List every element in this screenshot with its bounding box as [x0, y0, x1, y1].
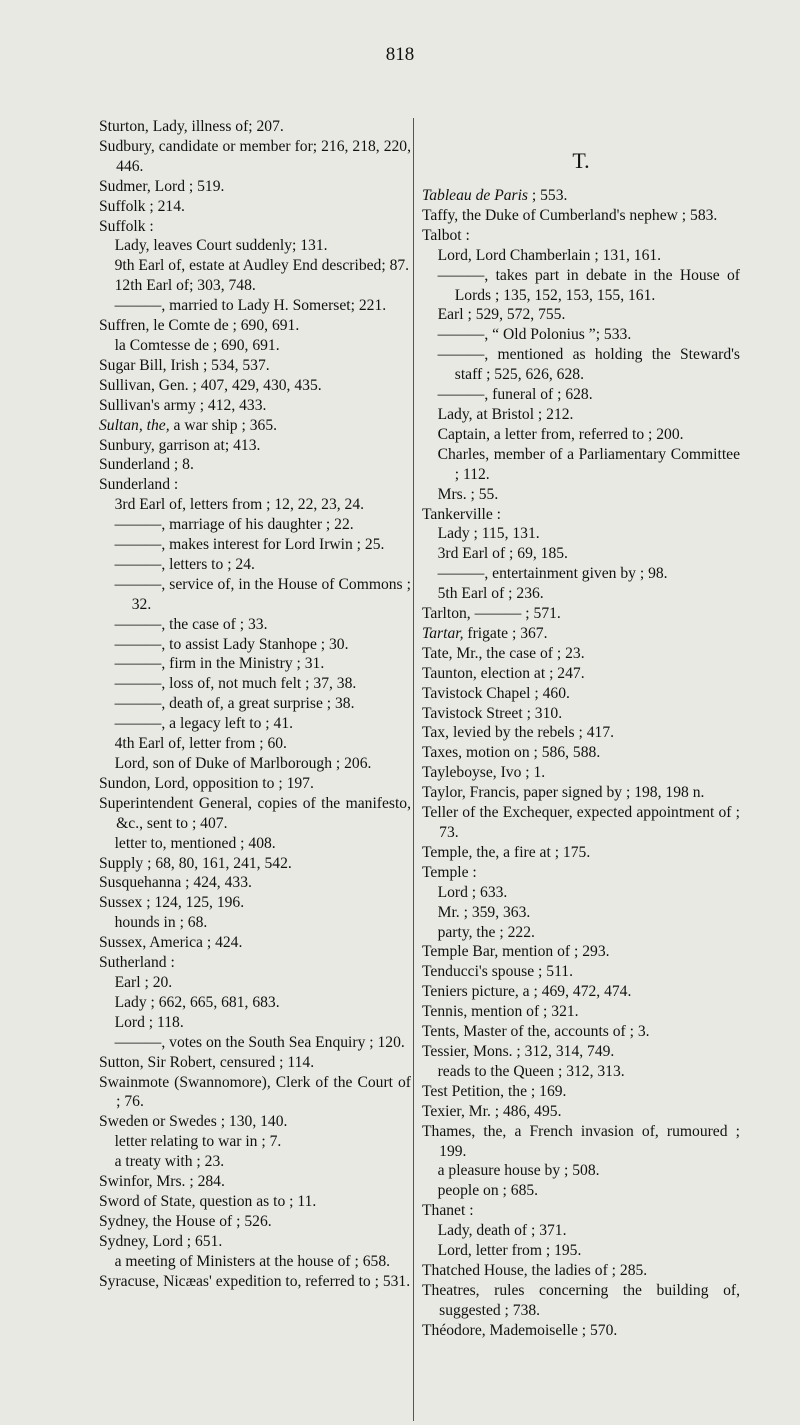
entry-text: Sudmer, Lord ; 519.: [99, 177, 225, 195]
index-column-left: [99, 117, 411, 1291]
index-subentry: [422, 1181, 740, 1201]
index-subentry: [99, 615, 411, 635]
entry-text: Temple Bar, mention of ; 293.: [422, 943, 610, 961]
entry-text: Sullivan, Gen. ; 407, 429, 430, 435.: [99, 376, 322, 394]
entry-text: ———, funeral of ; 628.: [437, 386, 593, 404]
entry-text: Tessier, Mons. ; 312, 314, 749.: [422, 1042, 615, 1060]
entry-text: Susquehanna ; 424, 433.: [99, 874, 252, 892]
entry-text: 12th Earl of; 303, 748.: [114, 277, 256, 295]
entry-text: ———, firm in the Ministry ; 31.: [114, 655, 325, 673]
entry-text: Swainmote (Swannomore), Clerk of the Court of ; 76.: [99, 1073, 411, 1111]
entry-text: hounds in ; 68.: [114, 914, 208, 932]
entry-text: Lord ; 118.: [114, 1013, 184, 1031]
index-entry: [99, 455, 411, 475]
entry-text: Texier, Mr. ; 486, 495.: [422, 1102, 562, 1120]
index-subentry: [99, 694, 411, 714]
entry-text: Taffy, the Duke of Cumberland's nephew ; 583.: [422, 206, 718, 224]
entry-text: Sundon, Lord, opposition to ; 197.: [99, 774, 314, 792]
index-subentry: [99, 973, 411, 993]
entry-text: Sutherland :: [99, 954, 175, 972]
entry-text: ———, death of, a great surprise ; 38.: [114, 695, 355, 713]
entry-italic-title: Tartar,: [422, 624, 464, 642]
index-entry: [99, 356, 411, 376]
index-entry: [422, 1122, 740, 1162]
entry-text: party, the ; 222.: [437, 923, 535, 941]
entry-text: Lord, Lord Chamberlain ; 131, 161.: [437, 246, 662, 264]
index-entry: [422, 1042, 740, 1062]
index-entry: [99, 953, 411, 973]
index-entry: [422, 1102, 740, 1122]
index-subentry: [99, 834, 411, 854]
index-entry: [422, 962, 740, 982]
entry-text: ———, letters to ; 24.: [114, 555, 255, 573]
index-entry: [422, 604, 740, 624]
entry-text: Tents, Master of the, accounts of ; 3.: [422, 1023, 650, 1041]
index-subentry: [422, 385, 740, 405]
index-entry: [99, 1112, 411, 1132]
entry-text: Tennis, mention of ; 321.: [422, 1003, 579, 1021]
index-entry: [422, 843, 740, 863]
entry-text: Teller of the Exchequer, expected appointment of ; 73.: [422, 804, 740, 841]
entry-text: a pleasure house by ; 508.: [437, 1162, 600, 1180]
entry-text: Sword of State, question as to ; 11.: [99, 1192, 317, 1210]
entry-text: Tax, levied by the rebels ; 417.: [422, 724, 615, 742]
index-column-right: [422, 186, 740, 1341]
entry-text: Tavistock Chapel ; 460.: [422, 684, 570, 702]
entry-text: ———, loss of, not much felt ; 37, 38.: [114, 675, 357, 693]
entry-text: Théodore, Mademoiselle ; 570.: [422, 1321, 618, 1339]
index-entry: [422, 863, 740, 883]
index-subentry: [99, 535, 411, 555]
entry-text: Sturton, Lady, illness of; 207.: [99, 118, 284, 135]
entry-text: Charles, member of a Parliamentary Committee ; 112.: [437, 445, 740, 483]
index-entry: [99, 436, 411, 456]
entry-text: Tayleboyse, Ivo ; 1.: [422, 764, 546, 782]
entry-text: Sydney, Lord ; 651.: [99, 1232, 223, 1250]
entry-text: Syracuse, Nicæas' expedition to, referred to ; 531.: [99, 1272, 411, 1290]
entry-text: Tankerville :: [422, 505, 502, 523]
entry-text: Sweden or Swedes ; 130, 140.: [99, 1113, 288, 1131]
entry-text: Lady ; 662, 665, 681, 683.: [114, 993, 280, 1011]
index-entry: [422, 803, 740, 843]
index-subentry: [99, 635, 411, 655]
index-subentry: [422, 584, 740, 604]
entry-text: Lord ; 633.: [437, 883, 508, 901]
index-entry: [99, 1212, 411, 1232]
index-subentry: [422, 903, 740, 923]
index-entry: [99, 1232, 411, 1252]
index-entry: [99, 137, 411, 177]
index-entry: [99, 893, 411, 913]
index-entry: [99, 794, 411, 834]
entry-text: a treaty with ; 23.: [114, 1153, 225, 1171]
index-entry: [422, 684, 740, 704]
entry-text: ———, service of, in the House of Commons ; 32.: [114, 575, 411, 613]
index-entry: [422, 505, 740, 525]
index-entry: [99, 177, 411, 197]
entry-text: Theatres, rules concerning the building of, suggested ; 738.: [422, 1281, 740, 1319]
index-subentry: [422, 1221, 740, 1241]
entry-text: ———, entertainment given by ; 98.: [437, 565, 668, 583]
entry-text: 5th Earl of ; 236.: [437, 585, 544, 603]
entry-text: Thames, the, a French invasion of, rumoured ; 199.: [422, 1122, 740, 1160]
index-subentry: [99, 654, 411, 674]
entry-text: la Comtesse de ; 690, 691.: [114, 336, 280, 354]
entry-text: reads to the Queen ; 312, 313.: [437, 1062, 625, 1080]
entry-text: ———, to assist Lady Stanhope ; 30.: [114, 635, 349, 653]
entry-text: Taylor, Francis, paper signed by ; 198, 198 n.: [422, 784, 705, 802]
entry-text: Taunton, election at ; 247.: [422, 664, 585, 682]
index-subentry: [99, 734, 411, 754]
index-entry: [422, 1022, 740, 1042]
entry-text: Mrs. ; 55.: [437, 485, 499, 503]
entry-text: Suffren, le Comte de ; 690, 691.: [99, 317, 300, 335]
section-letter-heading: T.: [572, 148, 590, 173]
entry-text: Suffolk ; 214.: [99, 197, 185, 215]
entry-text: people on ; 685.: [437, 1182, 539, 1200]
index-subentry: [422, 425, 740, 445]
index-subentry: [99, 754, 411, 774]
entry-text: Thatched House, the ladies of ; 285.: [422, 1261, 648, 1279]
entry-text: Test Petition, the ; 169.: [422, 1082, 567, 1100]
index-subentry: [99, 296, 411, 316]
index-entry: [99, 1073, 411, 1113]
index-subentry: [422, 544, 740, 564]
entry-text: Swinfor, Mrs. ; 284.: [99, 1173, 225, 1191]
entry-text: Temple, the, a fire at ; 175.: [422, 843, 591, 861]
entry-text: Tarlton, ——— ; 571.: [422, 605, 561, 623]
entry-italic-title: Sultan, the,: [99, 416, 170, 434]
entry-text: letter to, mentioned ; 408.: [114, 834, 276, 852]
entry-text: Sydney, the House of ; 526.: [99, 1212, 272, 1230]
entry-italic-title: Tableau de Paris: [422, 187, 528, 204]
index-entry: [99, 1192, 411, 1212]
index-subentry: [422, 923, 740, 943]
entry-text: Talbot :: [422, 226, 470, 244]
index-entry: [99, 217, 411, 237]
entry-text: a meeting of Ministers at the house of ; 658.: [114, 1252, 391, 1270]
index-subentry: [422, 246, 740, 266]
index-entry: [99, 774, 411, 794]
index-entry: [422, 186, 740, 206]
index-subentry: [99, 495, 411, 515]
index-subentry: [422, 883, 740, 903]
index-subentry: [422, 305, 740, 325]
index-subentry: [99, 1013, 411, 1033]
index-entry: [99, 316, 411, 336]
index-entry: [422, 1321, 740, 1341]
index-subentry: [99, 236, 411, 256]
entry-text: Tate, Mr., the case of ; 23.: [422, 644, 585, 662]
entry-text: Sunderland ; 8.: [99, 456, 194, 474]
index-subentry: [422, 564, 740, 584]
entry-text: Sunbury, garrison at; 413.: [99, 436, 261, 454]
entry-text: a war ship ; 365.: [169, 416, 278, 434]
entry-text: ; 553.: [528, 187, 568, 204]
index-subentry: [99, 1152, 411, 1172]
index-entry: [99, 1053, 411, 1073]
index-subentry: [99, 714, 411, 734]
entry-text: Lady ; 115, 131.: [437, 525, 540, 543]
index-subentry: [99, 256, 411, 276]
entry-text: Lady, at Bristol ; 212.: [437, 405, 574, 423]
index-subentry: [99, 1252, 411, 1272]
index-subentry: [422, 1062, 740, 1082]
entry-text: Earl ; 529, 572, 755.: [437, 306, 566, 324]
index-entry: [99, 396, 411, 416]
index-subentry: [99, 575, 411, 615]
entry-text: Sunderland :: [99, 476, 179, 494]
entry-text: Sullivan's army ; 412, 433.: [99, 396, 267, 414]
entry-text: ———, takes part in debate in the House of Lords ; 135, 152, 153, 155, 161.: [437, 266, 740, 304]
entry-text: 3rd Earl of, letters from ; 12, 22, 23, 24.: [114, 496, 365, 514]
index-entry: [422, 704, 740, 724]
entry-text: Captain, a letter from, referred to ; 200.: [437, 425, 684, 443]
index-subentry: [99, 336, 411, 356]
entry-text: Taxes, motion on ; 586, 588.: [422, 744, 601, 762]
index-entry: [422, 664, 740, 684]
index-subentry: [99, 1033, 411, 1053]
index-subentry: [99, 913, 411, 933]
entry-text: ———, married to Lady H. Somerset; 221.: [114, 297, 387, 315]
index-entry: [99, 873, 411, 893]
entry-text: Sudbury, candidate or member for; 216, 218, 220, 446.: [99, 137, 411, 175]
entry-text: Lady, death of ; 371.: [437, 1222, 567, 1240]
index-entry: [422, 624, 740, 644]
entry-text: Earl ; 20.: [114, 973, 173, 991]
entry-text: Tavistock Street ; 310.: [422, 704, 563, 722]
index-subentry: [422, 325, 740, 345]
index-entry: [99, 1172, 411, 1192]
index-entry: [422, 1082, 740, 1102]
entry-text: Temple :: [422, 863, 477, 881]
index-subentry: [99, 515, 411, 535]
entry-text: ———, votes on the South Sea Enquiry ; 120.: [114, 1033, 405, 1051]
index-entry: [99, 117, 411, 137]
index-entry: [99, 933, 411, 953]
entry-text: Sugar Bill, Irish ; 534, 537.: [99, 356, 270, 374]
index-entry: [422, 644, 740, 664]
index-entry: [422, 1261, 740, 1281]
index-entry: [422, 226, 740, 246]
index-subentry: [422, 266, 740, 306]
index-subentry: [99, 276, 411, 296]
entry-text: Tenducci's spouse ; 511.: [422, 963, 573, 981]
index-subentry: [99, 993, 411, 1013]
column-divider: [413, 118, 414, 1421]
entry-text: Lady, leaves Court suddenly; 131.: [114, 237, 328, 255]
index-entry: [422, 1201, 740, 1221]
index-entry: [99, 416, 411, 436]
entry-text: ———, a legacy left to ; 41.: [114, 715, 294, 733]
index-entry: [99, 475, 411, 495]
entry-text: Thanet :: [422, 1202, 474, 1220]
entry-text: ———, marriage of his daughter ; 22.: [114, 516, 354, 534]
index-subentry: [99, 1132, 411, 1152]
index-entry: [99, 197, 411, 217]
entry-text: 9th Earl of, estate at Audley End described; 87.: [114, 257, 410, 275]
entry-text: ———, the case of ; 33.: [114, 615, 268, 633]
index-entry: [422, 206, 740, 226]
index-entry: [422, 1281, 740, 1321]
index-entry: [99, 1272, 411, 1292]
page-number: 818: [385, 44, 415, 65]
index-subentry: [422, 1161, 740, 1181]
entry-text: ———, makes interest for Lord Irwin ; 25.: [114, 536, 385, 554]
entry-text: Mr. ; 359, 363.: [437, 903, 531, 921]
index-entry: [422, 723, 740, 743]
entry-text: 4th Earl of, letter from ; 60.: [114, 735, 287, 753]
entry-text: Sussex, America ; 424.: [99, 934, 243, 952]
entry-text: Supply ; 68, 80, 161, 241, 542.: [99, 854, 292, 872]
index-subentry: [422, 405, 740, 425]
index-subentry: [422, 524, 740, 544]
index-subentry: [422, 485, 740, 505]
index-entry: [422, 982, 740, 1002]
entry-text: ———, mentioned as holding the Steward's staff ; 525, 626, 628.: [437, 346, 740, 384]
entry-text: Sussex ; 124, 125, 196.: [99, 894, 245, 912]
entry-text: Suffolk :: [99, 217, 154, 235]
index-subentry: [99, 555, 411, 575]
index-entry: [422, 1002, 740, 1022]
entry-text: Sutton, Sir Robert, censured ; 114.: [99, 1053, 315, 1071]
entry-text: 3rd Earl of ; 69, 185.: [437, 545, 568, 563]
index-entry: [99, 854, 411, 874]
index-entry: [422, 783, 740, 803]
index-subentry: [422, 1241, 740, 1261]
index-entry: [422, 942, 740, 962]
index-subentry: [422, 445, 740, 485]
entry-text: Superintendent General, copies of the manifesto, &c., sent to ; 407.: [99, 794, 411, 832]
entry-text: ———, “ Old Polonius ”; 533.: [437, 326, 632, 344]
index-entry: [422, 743, 740, 763]
index-subentry: [99, 674, 411, 694]
entry-text: Lord, letter from ; 195.: [437, 1242, 582, 1260]
entry-text: Lord, son of Duke of Marlborough ; 206.: [114, 755, 372, 772]
index-entry: [422, 763, 740, 783]
index-subentry: [422, 345, 740, 385]
entry-text: letter relating to war in ; 7.: [114, 1133, 282, 1151]
entry-text: frigate ; 367.: [463, 624, 548, 642]
entry-text: Teniers picture, a ; 469, 472, 474.: [422, 983, 632, 1001]
index-entry: [99, 376, 411, 396]
